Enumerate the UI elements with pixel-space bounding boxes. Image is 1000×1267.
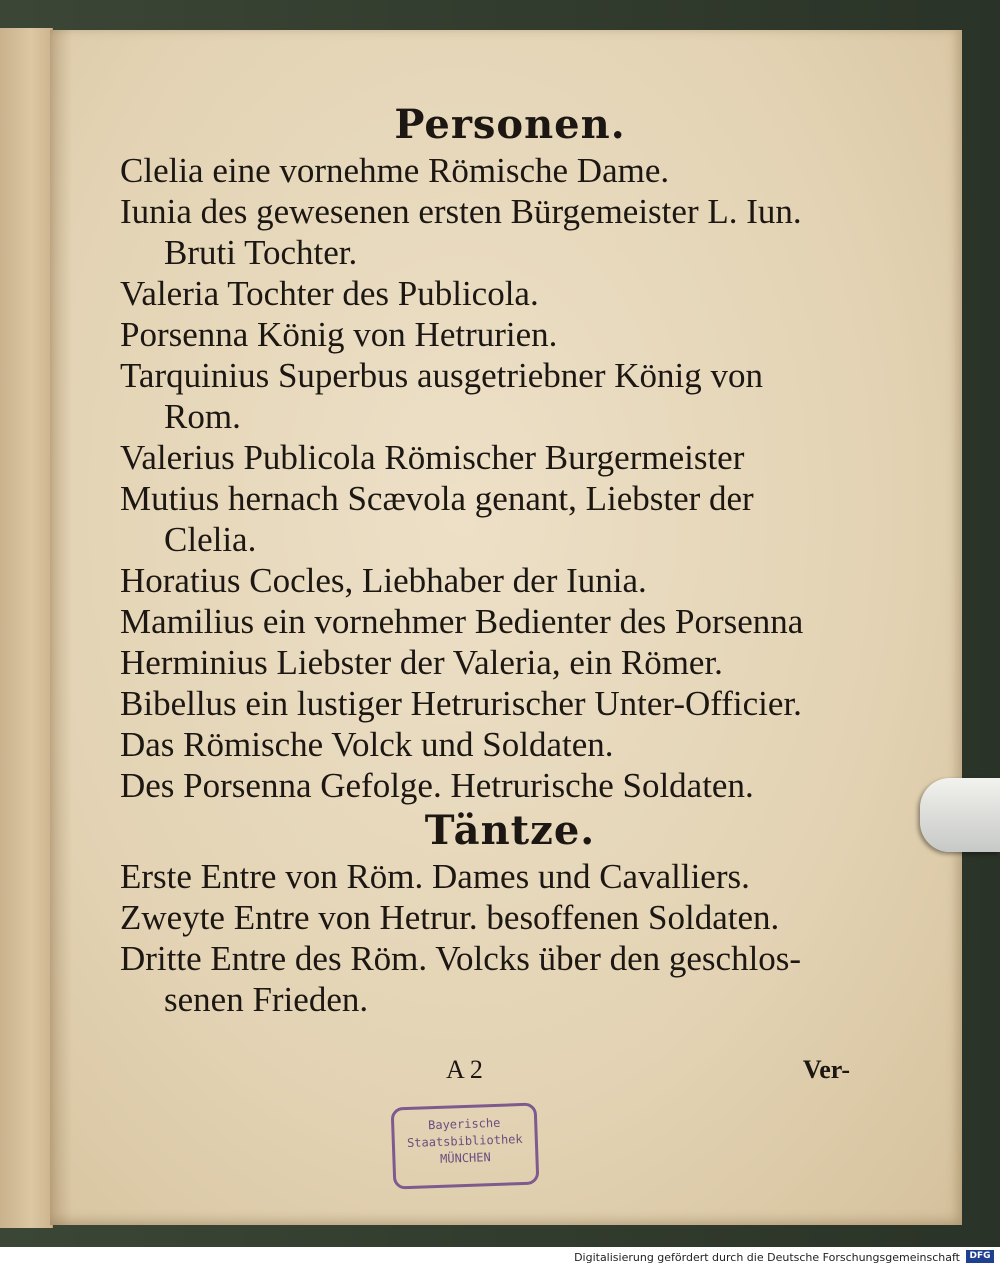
catchword: Ver- — [802, 1055, 850, 1084]
footer-bar — [0, 1247, 1000, 1267]
persons-heading: Personen. — [394, 101, 626, 148]
dance-entry: Zweyte Entre von Hetrur. besoffenen Soldaten. — [120, 898, 780, 937]
person-entry: Iunia des gewesenen ersten Bürgemeister L. Iun. — [120, 192, 802, 231]
library-stamp — [391, 1102, 540, 1189]
dance-entry: Erste Entre von Röm. Dames und Cavalliers. — [120, 857, 750, 896]
person-entry: Bibellus ein lustiger Hetrurischer Unter-Officier. — [120, 684, 802, 723]
signature-mark: A 2 — [446, 1055, 483, 1084]
funding-credit: Digitalisierung gefördert durch die Deutsche Forschungsgemeinschaft — [574, 1251, 960, 1264]
dfg-logo: DFG — [966, 1250, 994, 1263]
stamp-line-3: MÜNCHEN — [439, 1150, 491, 1166]
dances-heading: Täntze. — [424, 807, 596, 854]
person-entry: Mutius hernach Scævola genant, Liebster der — [120, 479, 754, 518]
stamp-line-2: Staatsbibliothek — [406, 1131, 523, 1151]
person-entry-continuation: Rom. — [164, 397, 241, 436]
person-entry: Valerius Publicola Römischer Burgermeister — [120, 438, 745, 477]
person-entry: Horatius Cocles, Liebhaber der Iunia. — [120, 561, 647, 600]
stamp-line-1: Bayerische — [427, 1115, 501, 1133]
person-entry: Das Römische Volck und Soldaten. — [120, 725, 614, 764]
book-page — [50, 30, 962, 1225]
spine-shadow — [50, 30, 72, 1225]
page-tab-marker — [920, 778, 1000, 852]
person-entry: Porsenna König von Hetrurien. — [120, 315, 558, 354]
person-entry-continuation: Bruti Tochter. — [164, 233, 358, 272]
person-entry: Mamilius ein vornehmer Bedienter des Porsenna — [120, 602, 804, 641]
dance-entry: Dritte Entre des Röm. Volcks über den geschlos- — [120, 939, 802, 978]
person-entry-continuation: Clelia. — [164, 520, 257, 559]
page-footer-marks — [70, 1055, 850, 1095]
person-entry: Des Porsenna Gefolge. Hetrurische Soldaten. — [120, 766, 754, 805]
person-entry: Herminius Liebster der Valeria, ein Römer. — [120, 643, 723, 682]
person-entry: Valeria Tochter des Publicola. — [120, 274, 539, 313]
previous-page-edge — [0, 28, 53, 1228]
person-entry: Clelia eine vornehme Römische Dame. — [120, 151, 670, 190]
dance-entry-continuation: senen Frieden. — [164, 980, 369, 1019]
person-entry: Tarquinius Superbus ausgetriebner König von — [120, 356, 763, 395]
page-text — [120, 100, 900, 1020]
